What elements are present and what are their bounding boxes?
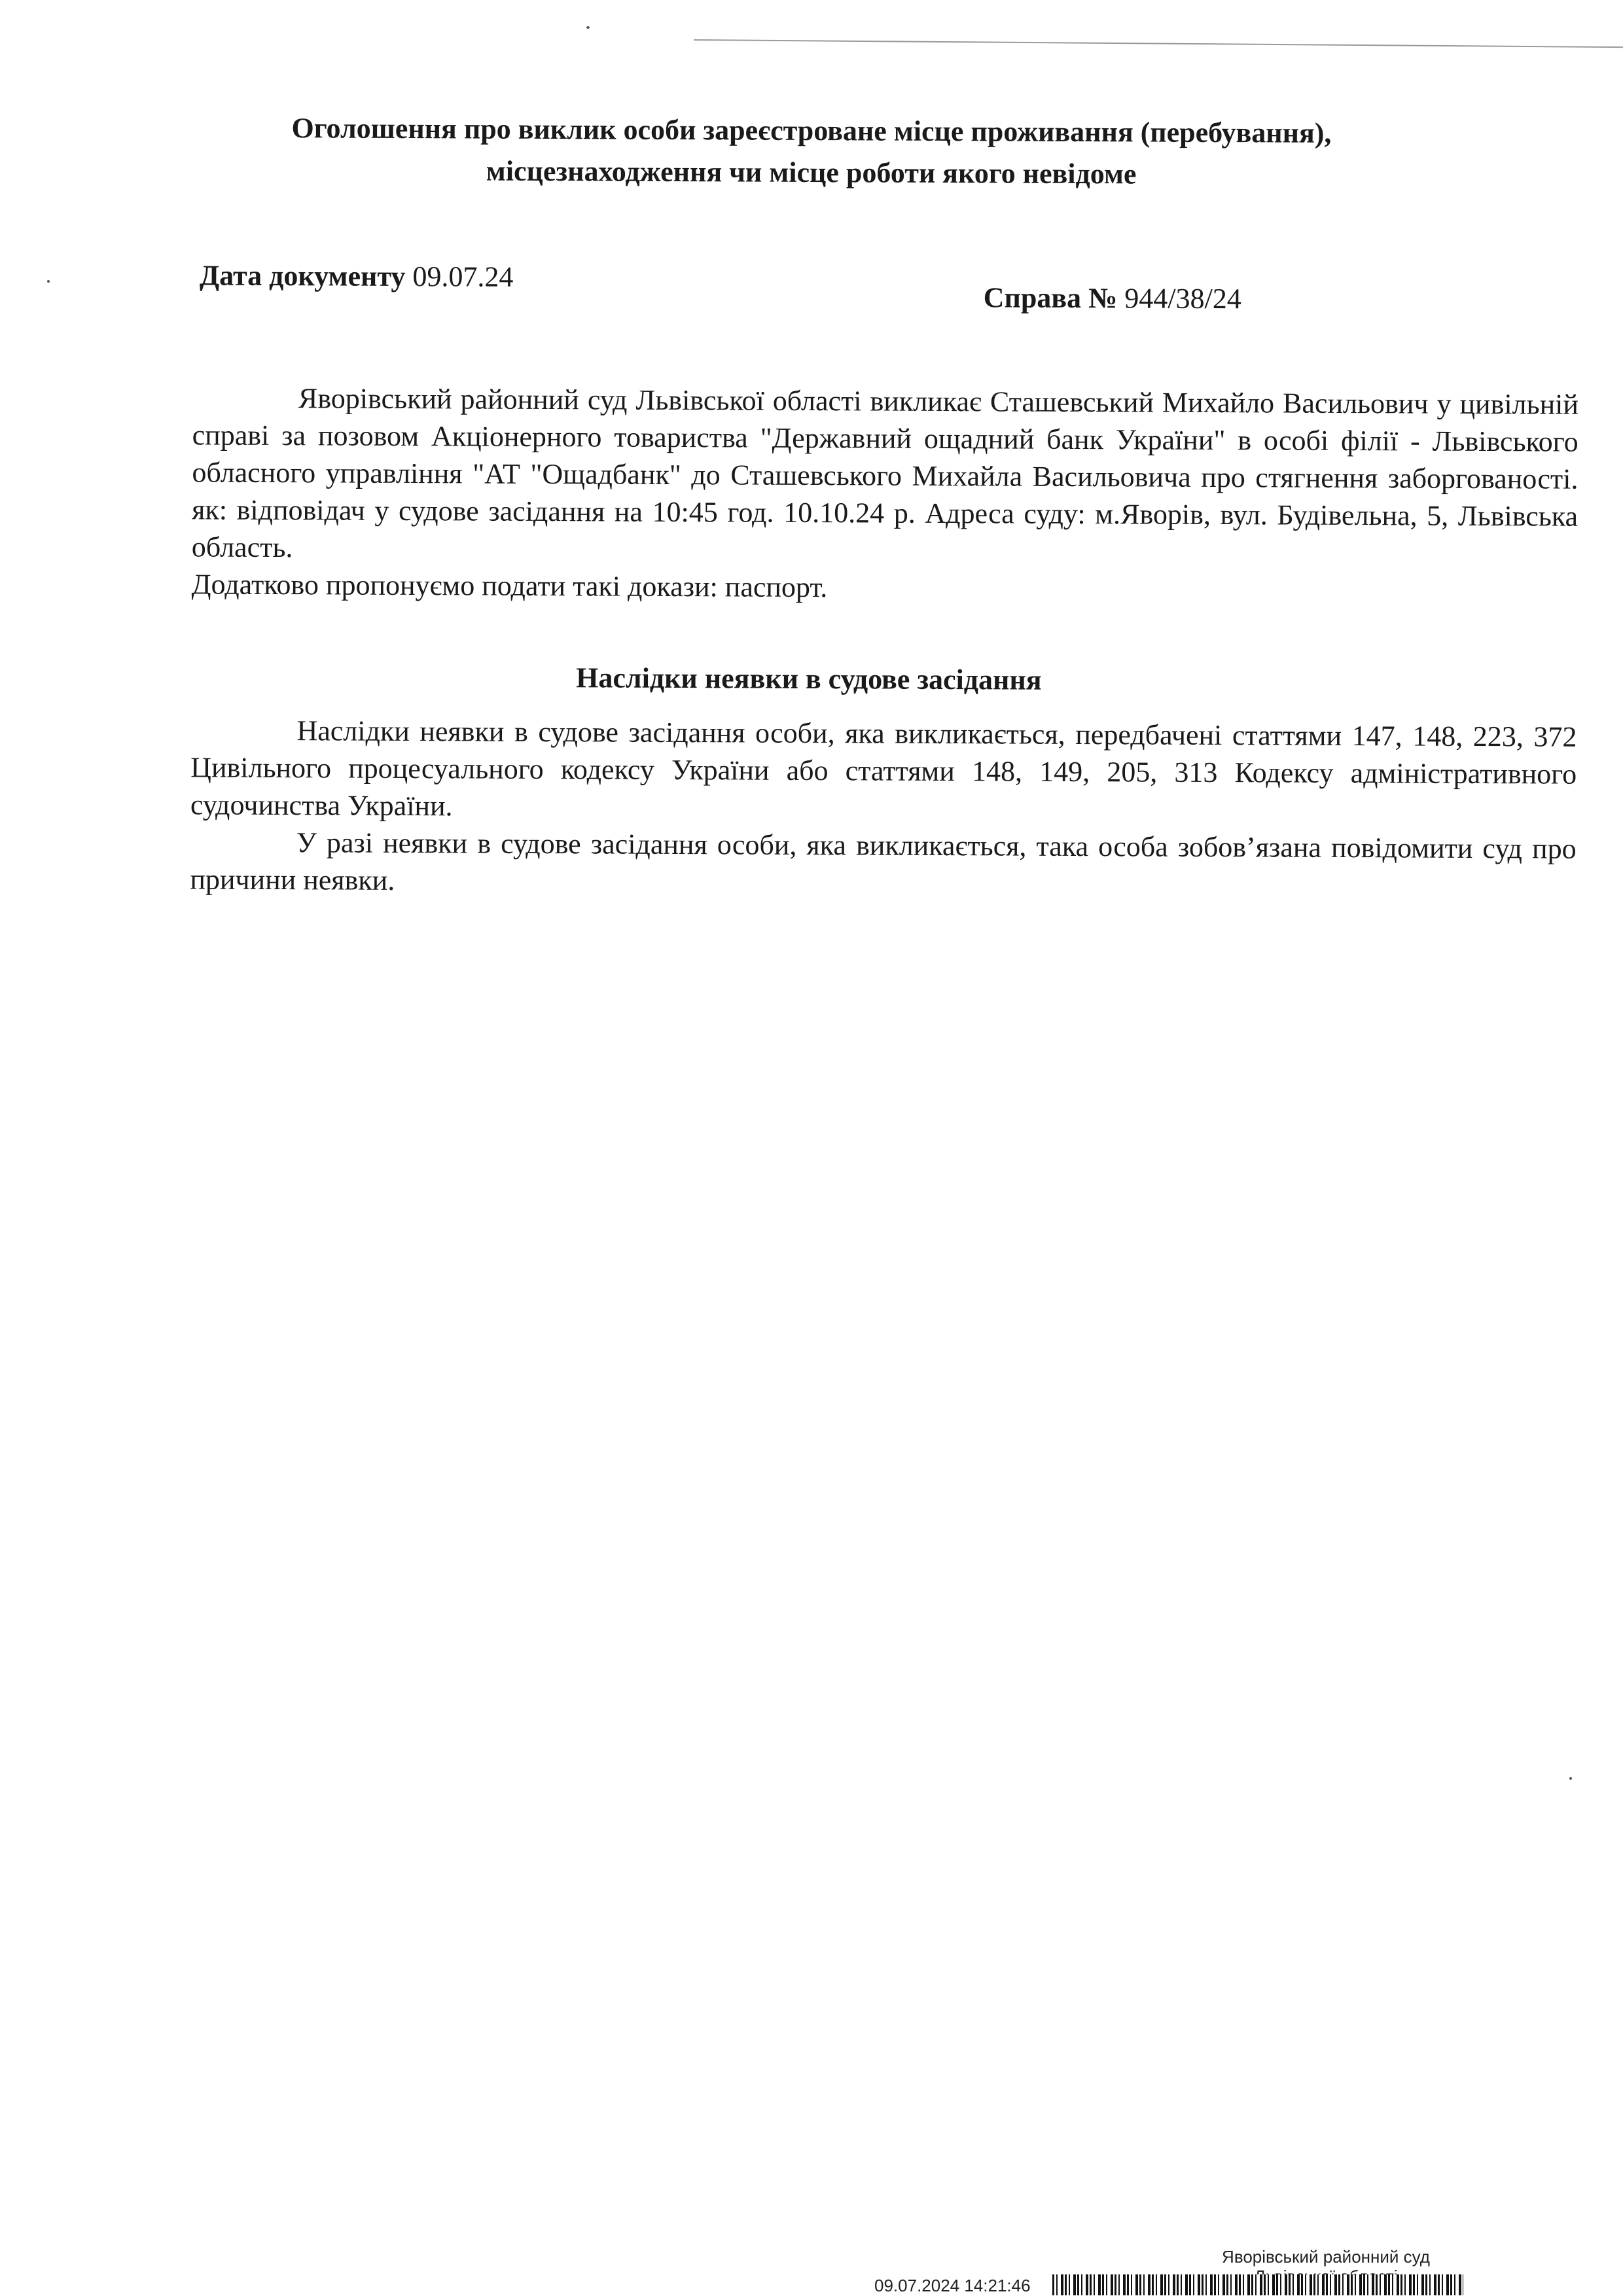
document-page bbox=[1, 0, 1623, 896]
scan-edge-line bbox=[694, 39, 1623, 48]
consequences-paragraph-2: У разі неявки в судове засідання особи, яка викликається, така особа зобов’язана повідомити суд про причини неявки. bbox=[190, 826, 1577, 896]
case-value: 944/38/24 bbox=[1124, 282, 1241, 315]
stamp-timestamp: 09.07.2024 14:21:46 bbox=[874, 2276, 1031, 2295]
evidence-paragraph: Додатково пропонуємо подати такі докази: паспорт. bbox=[191, 568, 828, 604]
document-date bbox=[200, 258, 514, 293]
title-line-1: Оголошення про виклик особи зареєстроване місце проживання (перебування), bbox=[291, 112, 1332, 149]
document-title bbox=[249, 107, 1375, 196]
case-label: Справа № bbox=[983, 281, 1118, 315]
date-label: Дата документу bbox=[199, 259, 406, 292]
summons-paragraph: Яворівський районний суд Львівської області викликає Сташевський Михайло Васильович у цивільній справі за позовом Акціонерного товариства "Державний ощадний банк України" в особі філії - Львівського обласного управління "АТ "Ощадбанк" до Сташевського Михайла Васильовича про стягнення заборгованості. як: відповідач у судове засідання на 10:45 год. 10.10.24 р. Адреса суду: м.Яворів, вул. Будівельна, 5, Львівська область. bbox=[191, 382, 1579, 564]
consequences-heading: Наслідки неявки в судове засідання bbox=[576, 662, 1042, 696]
stamp-court-line-1: Яворівський районний суд bbox=[1222, 2247, 1430, 2267]
scan-speck bbox=[47, 280, 50, 283]
consequences-paragraph-1: Наслідки неявки в судове засідання особи, яка викликається, передбачені статтями 147, 148, 223, 372 Цивільного процесуального кодексу України або статтями 148, 149, 205, 313 Кодексу адміністративного судочинства України. bbox=[190, 715, 1577, 822]
title-line-2: місцезнаходження чи місце роботи якого невідоме bbox=[486, 154, 1137, 190]
date-value: 09.07.24 bbox=[412, 260, 514, 293]
consequences-block bbox=[190, 711, 1577, 904]
case-number bbox=[984, 281, 1241, 315]
barcode bbox=[1052, 2274, 1463, 2295]
summons-block bbox=[191, 379, 1578, 609]
scan-speck bbox=[1569, 1777, 1572, 1780]
scan-speck bbox=[586, 26, 590, 29]
